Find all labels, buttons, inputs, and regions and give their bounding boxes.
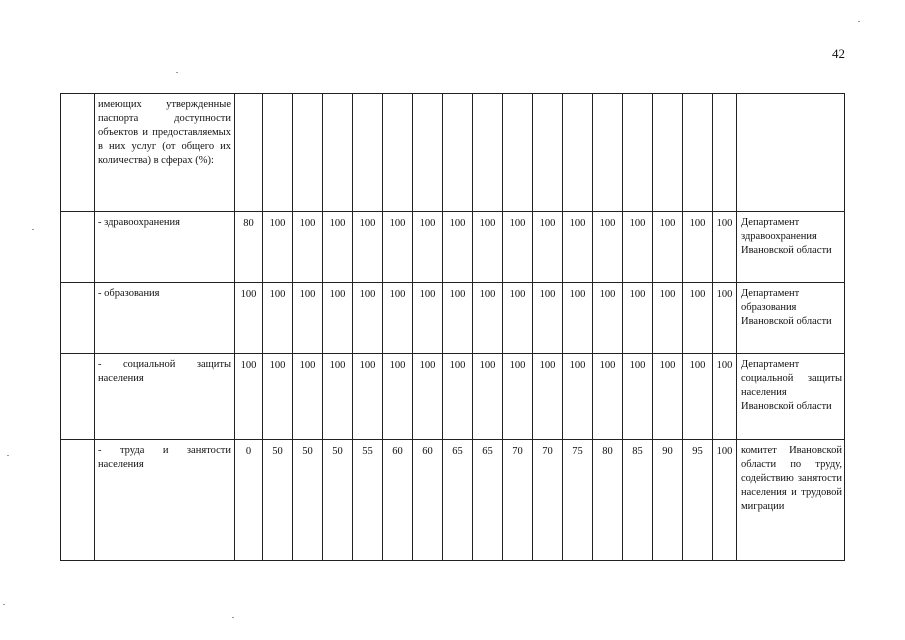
value-cell: 100 xyxy=(293,354,323,440)
value-cell xyxy=(383,94,413,212)
table-row xyxy=(61,440,845,561)
value-cell xyxy=(563,94,593,212)
responsible-executor: Департамент здравоохранения Ивановской области xyxy=(737,212,845,283)
value-cell: 100 xyxy=(533,283,563,354)
value-cell: 70 xyxy=(503,440,533,561)
value-cell xyxy=(713,94,737,212)
value-cell xyxy=(443,94,473,212)
value-cell: 100 xyxy=(413,212,443,283)
value-cell: 65 xyxy=(443,440,473,561)
value-cell: 100 xyxy=(383,354,413,440)
indicator-description: - труда и занятости населения xyxy=(95,440,235,561)
value-cell: 100 xyxy=(503,354,533,440)
page-number: 42 xyxy=(832,46,845,61)
value-cell: 100 xyxy=(293,283,323,354)
indicator-description: - социальной защиты населения xyxy=(95,354,235,440)
responsible-executor xyxy=(737,94,845,212)
value-cell: 100 xyxy=(263,354,293,440)
value-cell xyxy=(293,94,323,212)
table-row xyxy=(61,212,845,283)
row-number-cell xyxy=(61,212,95,283)
value-cell: 100 xyxy=(323,354,353,440)
value-cell: 100 xyxy=(443,212,473,283)
value-cell: 100 xyxy=(443,283,473,354)
table-row xyxy=(61,354,845,440)
row-number-cell xyxy=(61,440,95,561)
responsible-executor: Департамент образования Ивановской области xyxy=(737,283,845,354)
responsible-executor: Департамент социальной защиты населения Ивановской области xyxy=(737,354,845,440)
scan-speck xyxy=(32,229,34,230)
table-row xyxy=(61,283,845,354)
value-cell: 100 xyxy=(683,212,713,283)
row-number-cell xyxy=(61,94,95,212)
value-cell: 100 xyxy=(533,212,563,283)
value-cell xyxy=(503,94,533,212)
value-cell: 50 xyxy=(323,440,353,561)
value-cell: 80 xyxy=(235,212,263,283)
value-cell: 100 xyxy=(623,283,653,354)
scan-speck xyxy=(7,455,9,456)
value-cell: 100 xyxy=(593,283,623,354)
scan-speck xyxy=(176,72,178,73)
row-number-cell xyxy=(61,283,95,354)
value-cell: 75 xyxy=(563,440,593,561)
indicator-description: имеющих утвержденные паспорта доступности объектов и предоставляемых в них услуг (от общего их количества) в сферах (%): xyxy=(95,94,235,212)
value-cell: 100 xyxy=(473,354,503,440)
value-cell: 100 xyxy=(443,354,473,440)
value-cell: 100 xyxy=(653,283,683,354)
value-cell xyxy=(653,94,683,212)
value-cell: 100 xyxy=(353,354,383,440)
value-cell: 100 xyxy=(683,354,713,440)
scan-speck xyxy=(3,604,5,605)
value-cell: 100 xyxy=(263,283,293,354)
value-cell: 80 xyxy=(593,440,623,561)
value-cell: 0 xyxy=(235,440,263,561)
value-cell xyxy=(533,94,563,212)
value-cell xyxy=(263,94,293,212)
value-cell xyxy=(593,94,623,212)
value-cell: 100 xyxy=(293,212,323,283)
value-cell: 100 xyxy=(713,440,737,561)
table-row xyxy=(61,94,845,212)
value-cell: 100 xyxy=(383,283,413,354)
value-cell: 100 xyxy=(713,212,737,283)
value-cell: 100 xyxy=(323,212,353,283)
value-cell: 100 xyxy=(563,354,593,440)
value-cell: 50 xyxy=(293,440,323,561)
value-cell: 100 xyxy=(653,212,683,283)
value-cell: 100 xyxy=(353,212,383,283)
value-cell: 85 xyxy=(623,440,653,561)
value-cell: 50 xyxy=(263,440,293,561)
value-cell xyxy=(413,94,443,212)
value-cell xyxy=(353,94,383,212)
value-cell: 100 xyxy=(473,212,503,283)
value-cell: 90 xyxy=(653,440,683,561)
value-cell: 65 xyxy=(473,440,503,561)
value-cell: 100 xyxy=(683,283,713,354)
row-number-cell xyxy=(61,354,95,440)
value-cell: 100 xyxy=(503,212,533,283)
responsible-executor: комитет Ивановской области по труду, содействию занятости населения и трудовой миграции xyxy=(737,440,845,561)
indicator-description: - здравоохранения xyxy=(95,212,235,283)
value-cell: 95 xyxy=(683,440,713,561)
value-cell: 100 xyxy=(563,212,593,283)
value-cell: 60 xyxy=(383,440,413,561)
scan-speck xyxy=(232,617,234,618)
value-cell: 100 xyxy=(713,283,737,354)
value-cell xyxy=(683,94,713,212)
value-cell: 100 xyxy=(413,354,443,440)
value-cell: 100 xyxy=(235,283,263,354)
indicator-description: - образования xyxy=(95,283,235,354)
value-cell: 70 xyxy=(533,440,563,561)
value-cell: 100 xyxy=(235,354,263,440)
value-cell: 100 xyxy=(353,283,383,354)
value-cell: 100 xyxy=(503,283,533,354)
value-cell: 100 xyxy=(323,283,353,354)
value-cell: 100 xyxy=(383,212,413,283)
scan-speck xyxy=(858,21,860,22)
value-cell: 100 xyxy=(473,283,503,354)
value-cell: 100 xyxy=(653,354,683,440)
value-cell: 100 xyxy=(263,212,293,283)
value-cell: 100 xyxy=(593,354,623,440)
value-cell: 100 xyxy=(713,354,737,440)
value-cell: 100 xyxy=(413,283,443,354)
indicator-table xyxy=(60,93,845,561)
value-cell: 100 xyxy=(623,354,653,440)
value-cell: 100 xyxy=(533,354,563,440)
value-cell xyxy=(623,94,653,212)
value-cell xyxy=(473,94,503,212)
value-cell: 100 xyxy=(593,212,623,283)
value-cell: 60 xyxy=(413,440,443,561)
value-cell xyxy=(323,94,353,212)
value-cell: 55 xyxy=(353,440,383,561)
value-cell xyxy=(235,94,263,212)
value-cell: 100 xyxy=(623,212,653,283)
value-cell: 100 xyxy=(563,283,593,354)
